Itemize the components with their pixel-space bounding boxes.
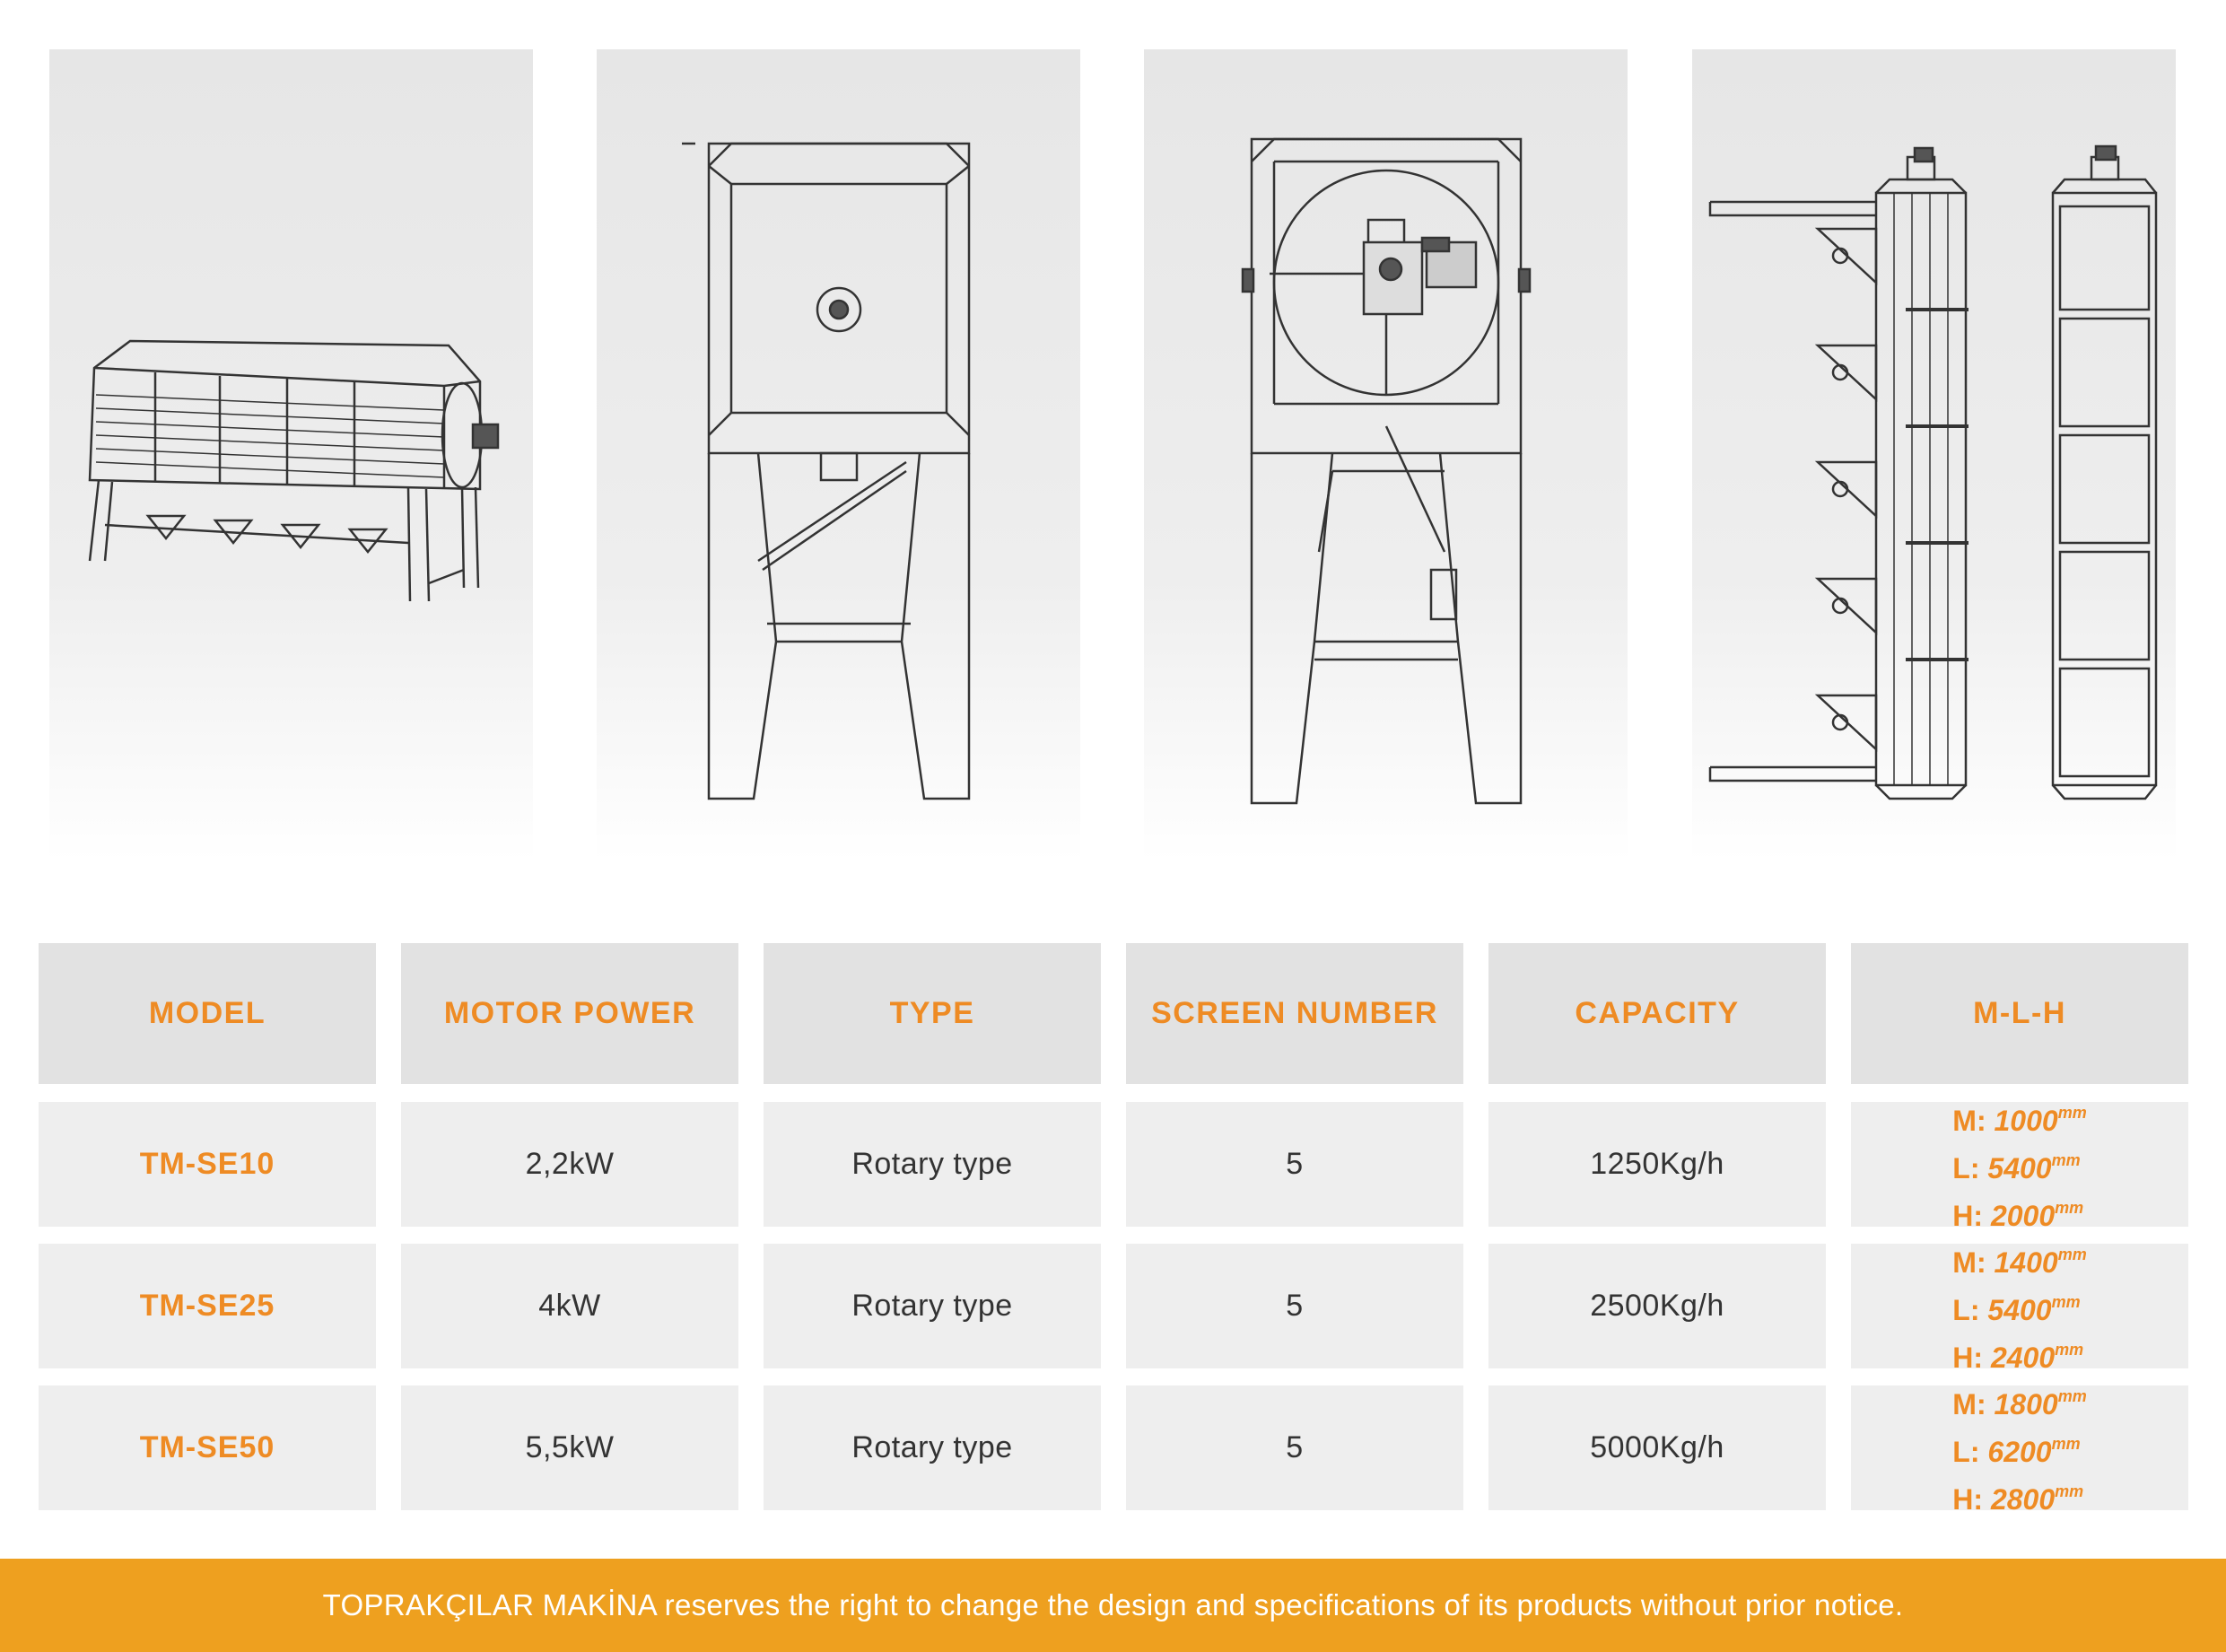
- table-row-2-capacity: [1488, 1244, 1826, 1368]
- table-row-3-screen-number: [1126, 1385, 1463, 1510]
- header-model-label: MODEL: [148, 996, 266, 1030]
- capacity-value: 2500Kg/h: [1590, 1289, 1724, 1323]
- screen-number-value: 5: [1286, 1289, 1304, 1323]
- unit-label: mm: [2055, 1482, 2084, 1500]
- l-label: L:: [1952, 1436, 1980, 1468]
- type-value: Rotary type: [851, 1147, 1013, 1181]
- unit-label: mm: [2055, 1199, 2084, 1217]
- unit-label: mm: [2057, 1104, 2087, 1122]
- table-row-1-model: [39, 1102, 376, 1227]
- table-row-3-motor-power: [401, 1385, 738, 1510]
- header-motor-power: [401, 943, 738, 1084]
- type-value: Rotary type: [851, 1289, 1013, 1323]
- header-mlh: [1851, 943, 2188, 1084]
- drawing-panel-front: [1144, 49, 1628, 861]
- l-value: 5400: [1987, 1294, 2052, 1326]
- l-value: 5400: [1987, 1152, 2052, 1184]
- table-row-2-screen-number: [1126, 1244, 1463, 1368]
- header-capacity-label: CAPACITY: [1575, 996, 1740, 1030]
- header-mlh-label: M-L-H: [1973, 996, 2066, 1030]
- model-name: TM-SE10: [139, 1147, 275, 1181]
- mlh-h-line: [1952, 1330, 2083, 1377]
- m-value: 1000: [1994, 1105, 2058, 1137]
- mlh-m-line: [1952, 1093, 2086, 1141]
- footer-notice: TOPRAKÇILAR MAKİNA reserves the right to change the design and specifications of its products without prior notice.: [322, 1588, 1904, 1621]
- mlh-dimensions: [1952, 1377, 2086, 1519]
- l-label: L:: [1952, 1152, 1980, 1184]
- m-label: M:: [1952, 1246, 1986, 1279]
- unit-label: mm: [2051, 1293, 2081, 1311]
- h-value: 2800: [1990, 1483, 2056, 1516]
- drawing-panel-side: [597, 49, 1080, 861]
- model-name: TM-SE50: [139, 1430, 275, 1464]
- table-row-3-mlh: [1851, 1385, 2188, 1516]
- mlh-m-line: [1952, 1377, 2086, 1424]
- header-motor-power-label: MOTOR POWER: [443, 996, 696, 1030]
- mlh-h-line: [1952, 1472, 2083, 1519]
- mlh-m-line: [1952, 1235, 2086, 1282]
- drawing-panel-perspective: [49, 49, 533, 861]
- unit-label: mm: [2057, 1387, 2087, 1405]
- model-name: TM-SE25: [139, 1289, 275, 1323]
- mlh-l-line: [1952, 1141, 2080, 1188]
- mlh-l-line: [1952, 1424, 2080, 1472]
- h-value: 2400: [1990, 1342, 2056, 1374]
- header-model: [39, 943, 376, 1084]
- m-label: M:: [1952, 1105, 1986, 1137]
- table-row-1-mlh: [1851, 1102, 2188, 1232]
- table-row-2-type: [764, 1244, 1101, 1368]
- motor-power-value: 4kW: [538, 1289, 601, 1323]
- unit-label: mm: [2057, 1246, 2087, 1263]
- table-row-3-model: [39, 1385, 376, 1510]
- header-capacity: [1488, 943, 1826, 1084]
- machine-side-drawing: [597, 49, 1080, 861]
- table-row-1-motor-power: [401, 1102, 738, 1227]
- table-row-2-model: [39, 1244, 376, 1368]
- table-row-3-capacity: [1488, 1385, 1826, 1510]
- table-row-1-type: [764, 1102, 1101, 1227]
- motor-power-value: 5,5kW: [525, 1430, 615, 1464]
- m-value: 1800: [1994, 1388, 2058, 1420]
- machine-perspective-drawing: [49, 49, 533, 861]
- unit-label: mm: [2051, 1151, 2081, 1169]
- table-row-1-capacity: [1488, 1102, 1826, 1227]
- l-label: L:: [1952, 1294, 1980, 1326]
- capacity-value: 5000Kg/h: [1590, 1430, 1724, 1464]
- header-screen-number: [1126, 943, 1463, 1084]
- unit-label: mm: [2055, 1341, 2084, 1359]
- machine-front-drawing: [1144, 49, 1628, 861]
- type-value: Rotary type: [851, 1430, 1013, 1464]
- table-row-3-type: [764, 1385, 1101, 1510]
- m-value: 1400: [1994, 1246, 2058, 1279]
- mlh-l-line: [1952, 1282, 2080, 1330]
- h-label: H:: [1952, 1483, 1984, 1516]
- footer-bar: [0, 1559, 2226, 1652]
- table-row-2-motor-power: [401, 1244, 738, 1368]
- unit-label: mm: [2051, 1435, 2081, 1453]
- drawing-panel-top: [1692, 49, 2176, 861]
- capacity-value: 1250Kg/h: [1590, 1147, 1724, 1181]
- table-row-1-screen-number: [1126, 1102, 1463, 1227]
- l-value: 6200: [1987, 1436, 2052, 1468]
- h-label: H:: [1952, 1200, 1984, 1232]
- header-type-label: TYPE: [889, 996, 975, 1030]
- header-screen-number-label: SCREEN NUMBER: [1151, 996, 1438, 1030]
- mlh-dimensions: [1952, 1235, 2086, 1377]
- motor-power-value: 2,2kW: [525, 1147, 615, 1181]
- machine-top-drawing: [1692, 49, 2176, 861]
- m-label: M:: [1952, 1388, 1986, 1420]
- h-value: 2000: [1990, 1200, 2056, 1232]
- screen-number-value: 5: [1286, 1430, 1304, 1464]
- table-row-2-mlh: [1851, 1244, 2188, 1374]
- h-label: H:: [1952, 1342, 1984, 1374]
- screen-number-value: 5: [1286, 1147, 1304, 1181]
- header-type: [764, 943, 1101, 1084]
- mlh-h-line: [1952, 1188, 2083, 1236]
- mlh-dimensions: [1952, 1093, 2086, 1236]
